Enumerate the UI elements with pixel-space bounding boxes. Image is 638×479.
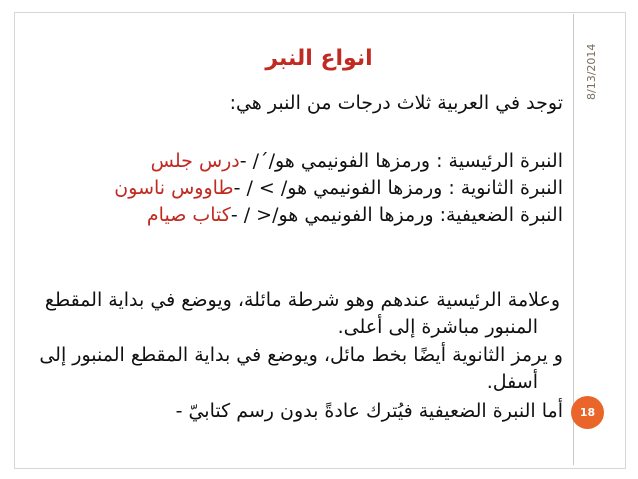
paragraph-3: أما النبرة الضعيفية فيُترك عادةً بدون رسم كتابيّ -	[175, 400, 563, 422]
paragraph-1-line-2: المنبور مباشرة إلى أعلى.	[337, 316, 538, 338]
stress-type-primary	[151, 150, 563, 172]
stress-type-primary-example: درس جلس	[150, 150, 240, 172]
stress-type-weak-text: النبرة الضعيفية: ورمزها الفونيمي هو/< / -	[230, 204, 563, 226]
paragraph-1-line-1: وعلامة الرئيسية عندهم وهو شرطة مائلة، ويوضع في بداية المقطع	[44, 289, 560, 311]
intro-text: توجد في العربية ثلاث درجات من النبر هي:	[229, 92, 563, 114]
paragraph-2-line-1: و يرمز الثانوية أيضًا بخط مائل، ويوضع في بداية المقطع المنبور إلى	[39, 344, 563, 366]
stress-type-secondary	[114, 177, 563, 199]
stress-type-weak	[147, 204, 563, 226]
stress-type-primary-text: النبرة الرئيسية : ورمزها الفونيمي هو/ˊ/ -	[239, 150, 563, 172]
page-number-badge: 18	[571, 396, 604, 429]
slide-date: 8/13/2014	[585, 43, 598, 100]
stress-type-secondary-text: النبرة الثانوية : ورمزها الفونيمي هو/ > / -	[233, 177, 563, 199]
slide-divider-line	[573, 14, 574, 465]
slide-title: انواع النبر	[265, 46, 373, 71]
paragraph-2-line-2: أسفل.	[486, 371, 538, 393]
stress-type-weak-example: كتاب صيام	[146, 204, 231, 226]
stress-type-secondary-example: طاووس ناسون	[114, 177, 234, 199]
